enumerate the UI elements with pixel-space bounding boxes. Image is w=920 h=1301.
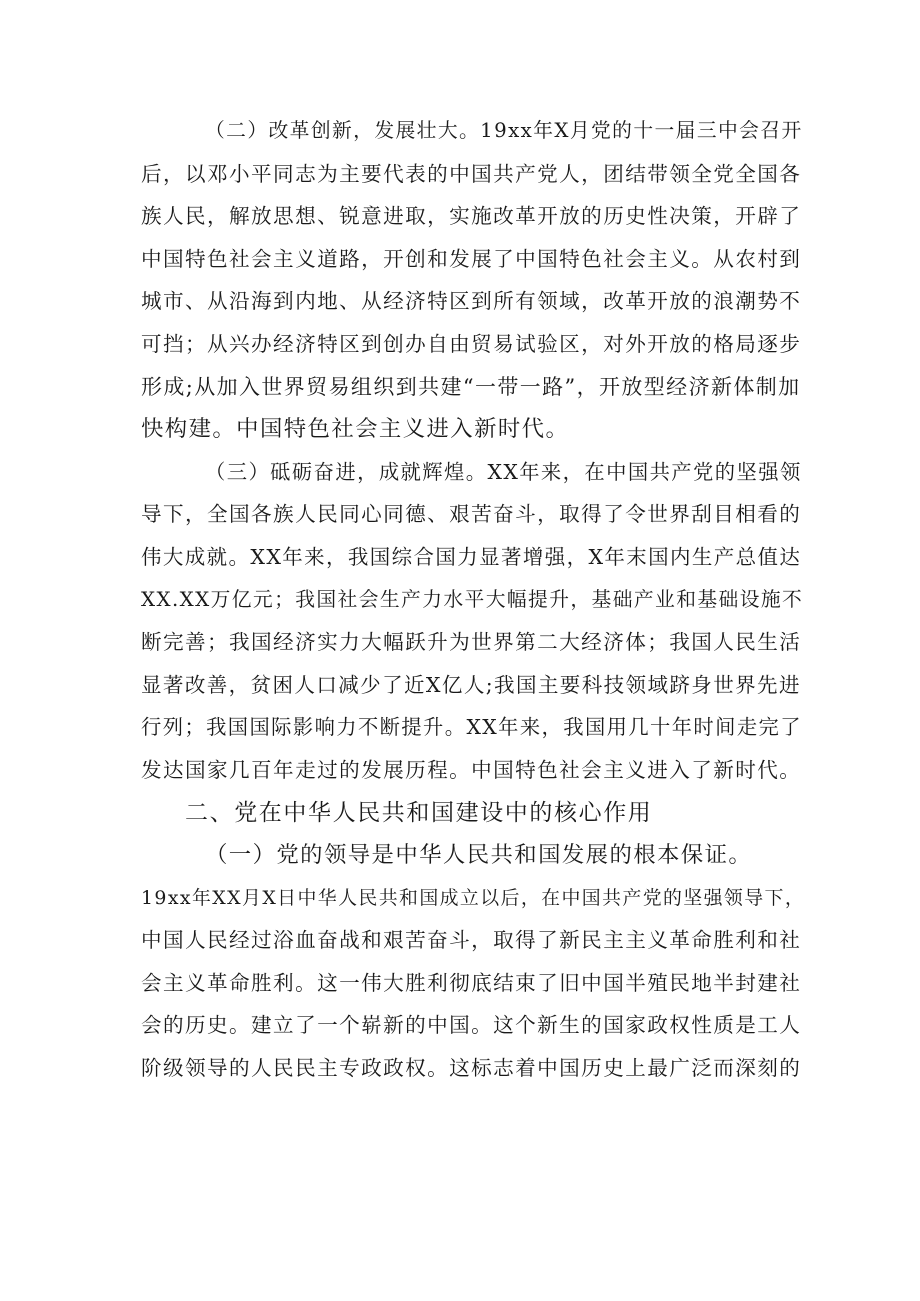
paragraph-line: 可挡；从兴办经济特区到创办自由贸易试验区，对外开放的格局逐步 bbox=[141, 331, 802, 356]
paragraph-achievements bbox=[141, 451, 804, 792]
paragraph-line: XX.XX万亿元；我国社会生产力水平大幅提升，基础产业和基础设施不 bbox=[141, 587, 804, 611]
section-heading: 二、党在中华人民共和国建设中的核心作用 bbox=[185, 799, 653, 826]
paragraph-line: 会主义革命胜利。这一伟大胜利彻底结束了旧中国半殖民地半封建社 bbox=[141, 970, 802, 995]
paragraph-line: 阶级领导的人民民主专政政权。这标志着中国历史上最广泛而深刻的 bbox=[141, 1056, 802, 1081]
paragraph-line: 显著改善，贫困人口减少了近X亿人;我国主要科技领域跻身世界先进 bbox=[141, 672, 801, 697]
paragraph-line: 快构建。中国特色社会主义进入新时代。 bbox=[141, 416, 570, 443]
paragraph-line: 断完善；我国经济实力大幅跃升为世界第二大经济体；我国人民生活 bbox=[141, 630, 802, 655]
paragraph-line: 城市、从沿海到内地、从经济特区到所有领域，改革开放的浪潮势不 bbox=[141, 289, 802, 314]
paragraph-founding bbox=[141, 877, 806, 1090]
paragraph-line: 族人民，解放思想、锐意进取，实施改革开放的历史性决策，开辟了 bbox=[141, 204, 802, 229]
paragraph-line: 19xx年XX月X日中华人民共和国成立以后，在中国共产党的坚强领导下， bbox=[141, 886, 806, 909]
paragraph-line: 行列；我国国际影响力不断提升。XX年来，我国用几十年时间走完了 bbox=[141, 715, 802, 740]
paragraph-reform-innovation bbox=[141, 110, 801, 451]
paragraph-line: 发达国家几百年走过的发展历程。中国特色社会主义进入了新时代。 bbox=[141, 757, 802, 782]
paragraph-line: 导下，全国各族人民同心同德、艰苦奋斗，取得了令世界刮目相看的 bbox=[141, 502, 802, 527]
paragraph-line: 会的历史。建立了一个崭新的中国。这个新生的国家政权性质是工人 bbox=[141, 1013, 802, 1038]
subheading: （一）党的领导是中华人民共和国发展的根本保证。 bbox=[205, 842, 753, 869]
paragraph-line: 后，以邓小平同志为主要代表的中国共产党人，团结带领全党全国各 bbox=[141, 161, 802, 186]
paragraph-line: 中国人民经过浴血奋战和艰苦奋斗，取得了新民主主义革命胜利和社 bbox=[141, 928, 802, 953]
document-body bbox=[141, 110, 806, 1090]
paragraph-line: 形成;从加入世界贸易组织到共建“一带一路”，开放型经济新体制加 bbox=[141, 374, 801, 399]
paragraph-line: （二）改革创新，发展壮大。19xx年X月党的十一届三中会召开 bbox=[205, 119, 803, 142]
paragraph-line: （三）砥砺奋进，成就辉煌。XX年来，在中国共产党的坚强领 bbox=[205, 459, 802, 484]
paragraph-line: 中国特色社会主义道路，开创和发展了中国特色社会主义。从农村到 bbox=[141, 246, 802, 271]
paragraph-line: 伟大成就。XX年来，我国综合国力显著增强，X年末国内生产总值达 bbox=[141, 544, 802, 569]
